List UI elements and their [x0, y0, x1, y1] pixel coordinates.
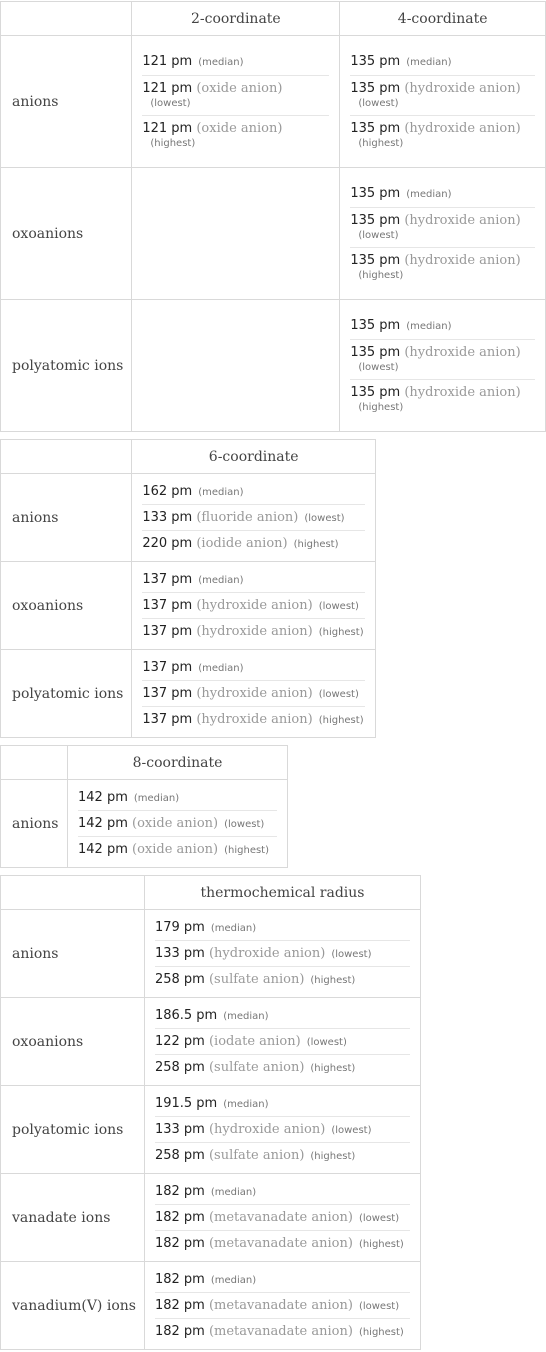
ion-name: (hydroxide anion): [404, 252, 521, 268]
value-entry: [155, 941, 410, 967]
table-row: [1, 1086, 421, 1174]
radius-value: 142 pm: [78, 842, 128, 857]
statistic-tag: (highest): [318, 715, 364, 726]
ion-name: (sulfate anion): [208, 972, 305, 987]
table-row: [1, 474, 376, 562]
table-header-row: [1, 440, 376, 474]
ion-name: (metavanadate anion): [208, 1210, 353, 1225]
corner-cell: [1, 746, 68, 780]
corner-cell: [1, 876, 145, 910]
statistic-tag: (lowest): [304, 513, 345, 524]
radius-value: 182 pm: [154, 1298, 205, 1313]
statistic-tag: (median): [210, 1275, 257, 1286]
radius-value: 122 pm: [154, 1034, 205, 1049]
value-entry: [155, 1117, 410, 1143]
cell-thermo-oxoanions: [144, 998, 420, 1086]
table-row: [1, 650, 376, 738]
cell-8-coordinate-anions: [68, 780, 288, 868]
ion-name: (hydroxide anion): [404, 80, 521, 96]
table-header-row: [1, 746, 288, 780]
row-label-oxoanions: oxoanions: [1, 998, 145, 1086]
radius-value: 182 pm: [154, 1236, 205, 1251]
row-label-vanadium-v-ions: vanadium(V) ions: [1, 1262, 145, 1350]
value-entry: [142, 479, 365, 505]
value-entry: [142, 655, 365, 681]
radius-value: 133 pm: [142, 510, 193, 525]
value-entry: [142, 681, 365, 707]
radius-value: 258 pm: [154, 972, 205, 987]
statistic-tag: (highest): [310, 1063, 356, 1074]
cell-thermo-vanadate-ions: [144, 1174, 420, 1262]
row-label-anions: anions: [1, 474, 132, 562]
ion-name: (iodate anion): [208, 1034, 301, 1049]
radius-value: 182 pm: [154, 1324, 205, 1339]
value-entry: [350, 116, 535, 155]
value-entry: [142, 593, 365, 619]
statistic-tag: (highest): [358, 1327, 404, 1338]
value-entry: [155, 1319, 410, 1344]
statistic-tag: (median): [223, 1011, 269, 1022]
statistic-tag: (median): [198, 663, 244, 674]
cell-6-coordinate-anions: [132, 474, 376, 562]
ion-name: (oxide anion): [132, 842, 219, 857]
table-header-row: [1, 2, 546, 36]
value-entry: [142, 505, 365, 531]
radius-value: 133 pm: [154, 1122, 205, 1137]
statistic-tag: (lowest): [224, 819, 265, 830]
radius-value: 135 pm: [350, 384, 401, 400]
row-label-polyatomic-ions: polyatomic ions: [1, 1086, 145, 1174]
row-label-polyatomic-ions: polyatomic ions: [1, 300, 132, 432]
cell-2-coordinate-polyatomic-empty: [132, 300, 340, 432]
value-entry: [78, 837, 277, 862]
radius-value: 135 pm: [350, 185, 401, 201]
statistic-tag: (lowest): [358, 229, 399, 241]
cell-6-coordinate-polyatomic-ions: [132, 650, 376, 738]
value-entry: [350, 49, 535, 76]
radius-value: 258 pm: [154, 1148, 205, 1163]
ion-name: (metavanadate anion): [208, 1324, 353, 1339]
ion-name: (hydroxide anion): [196, 686, 313, 701]
table-2-4-coordinate: [0, 1, 546, 432]
table-row: [1, 562, 376, 650]
ion-name: (hydroxide anion): [404, 384, 521, 400]
ion-name: (sulfate anion): [208, 1060, 305, 1075]
cell-4-coordinate-polyatomic-ions: [340, 300, 546, 432]
radius-value: 137 pm: [142, 572, 193, 587]
value-entry: [155, 1055, 410, 1080]
column-header-2-coordinate: 2-coordinate: [132, 2, 340, 36]
ion-name: (hydroxide anion): [404, 212, 521, 228]
table-6-coordinate: [0, 439, 376, 738]
radius-value: 186.5 pm: [154, 1008, 218, 1023]
ion-name: (metavanadate anion): [208, 1298, 353, 1313]
value-entry: [155, 1293, 410, 1319]
value-entry: [155, 1179, 410, 1205]
value-entry: [142, 707, 365, 732]
table-row: [1, 998, 421, 1086]
statistic-tag: (median): [198, 487, 244, 498]
value-entry: [350, 380, 535, 419]
value-entry: [155, 1029, 410, 1055]
cell-4-coordinate-oxoanions: [340, 168, 546, 300]
statistic-tag: (highest): [358, 137, 404, 149]
statistic-tag: (lowest): [318, 689, 359, 700]
radius-value: 179 pm: [154, 920, 205, 935]
row-label-anions: anions: [1, 36, 132, 168]
row-label-polyatomic-ions: polyatomic ions: [1, 650, 132, 738]
statistic-tag: (lowest): [306, 1037, 347, 1048]
radius-value: 137 pm: [142, 624, 193, 639]
radius-value: 135 pm: [350, 344, 401, 360]
table-row: [1, 780, 288, 868]
table-thermochemical-radius: [0, 875, 421, 1350]
table-row: [1, 36, 546, 168]
radius-value: 121 pm: [142, 53, 193, 69]
ion-name: (oxide anion): [196, 120, 283, 136]
statistic-tag: (median): [406, 188, 452, 200]
row-label-anions: anions: [1, 910, 145, 998]
statistic-tag: (lowest): [318, 601, 359, 612]
radius-value: 220 pm: [142, 536, 193, 551]
statistic-tag: (median): [133, 793, 180, 804]
radius-value: 137 pm: [142, 712, 193, 727]
ion-name: (sulfate anion): [208, 1148, 305, 1163]
radius-value: 182 pm: [154, 1184, 205, 1199]
corner-cell: [1, 440, 132, 474]
value-entry: [350, 208, 535, 248]
ion-name: (metavanadate anion): [208, 1236, 353, 1251]
statistic-tag: (lowest): [331, 1125, 372, 1136]
ion-name: (hydroxide anion): [404, 120, 521, 136]
cell-6-coordinate-oxoanions: [132, 562, 376, 650]
row-label-vanadate-ions: vanadate ions: [1, 1174, 145, 1262]
value-entry: [350, 181, 535, 208]
ion-name: (fluoride anion): [196, 510, 299, 525]
radius-value: 137 pm: [142, 686, 193, 701]
radius-value: 142 pm: [78, 790, 128, 805]
statistic-tag: (lowest): [358, 97, 399, 109]
corner-cell: [1, 2, 132, 36]
table-row: [1, 910, 421, 998]
cell-2-coordinate-anions: [132, 36, 340, 168]
radius-value: 135 pm: [350, 212, 401, 228]
radius-value: 258 pm: [154, 1060, 205, 1075]
row-label-anions: anions: [1, 780, 68, 868]
value-entry: [155, 1231, 410, 1256]
value-entry: [155, 967, 410, 992]
ion-name: (oxide anion): [196, 80, 283, 96]
value-entry: [155, 915, 410, 941]
statistic-tag: (highest): [224, 845, 269, 856]
ion-name: (hydroxide anion): [196, 598, 313, 613]
statistic-tag: (highest): [150, 137, 196, 149]
radius-value: 142 pm: [78, 816, 128, 831]
statistic-tag: (lowest): [358, 1301, 400, 1312]
value-entry: [350, 340, 535, 380]
column-header-4-coordinate: 4-coordinate: [340, 2, 546, 36]
ion-name: (iodide anion): [196, 536, 288, 551]
statistic-tag: (median): [223, 1099, 269, 1110]
radius-value: 121 pm: [142, 80, 193, 96]
table-row: [1, 1174, 421, 1262]
statistic-tag: (median): [210, 923, 257, 934]
statistic-tag: (median): [198, 56, 244, 68]
value-entry: [142, 619, 365, 644]
statistic-tag: (lowest): [331, 949, 372, 960]
column-header-thermochemical-radius: thermochemical radius: [144, 876, 420, 910]
table-row: [1, 300, 546, 432]
statistic-tag: (highest): [293, 539, 339, 550]
value-entry: [350, 76, 535, 116]
ion-name: (hydroxide anion): [208, 946, 326, 961]
cell-thermo-anions: [144, 910, 420, 998]
statistic-tag: (highest): [310, 1151, 356, 1162]
cell-4-coordinate-anions: [340, 36, 546, 168]
radius-value: 191.5 pm: [154, 1096, 218, 1111]
statistic-tag: (highest): [358, 269, 404, 281]
value-entry: [350, 313, 535, 340]
radius-value: 135 pm: [350, 317, 401, 333]
value-entry: [142, 76, 329, 116]
table-row: [1, 1262, 421, 1350]
statistic-tag: (highest): [358, 401, 404, 413]
cell-2-coordinate-oxoanions-empty: [132, 168, 340, 300]
cell-thermo-vanadium-v-ions: [144, 1262, 420, 1350]
radius-value: 133 pm: [154, 946, 205, 961]
radius-value: 135 pm: [350, 80, 401, 96]
value-entry: [142, 116, 329, 155]
value-entry: [78, 785, 277, 811]
table-header-row: [1, 876, 421, 910]
value-entry: [142, 567, 365, 593]
ion-name: (hydroxide anion): [404, 344, 521, 360]
statistic-tag: (highest): [358, 1239, 404, 1250]
radius-value: 162 pm: [142, 484, 193, 499]
ion-name: (hydroxide anion): [196, 624, 313, 639]
statistic-tag: (lowest): [358, 1213, 400, 1224]
statistic-tag: (median): [210, 1187, 257, 1198]
value-entry: [142, 49, 329, 76]
radius-value: 121 pm: [142, 120, 193, 136]
radius-value: 182 pm: [154, 1210, 205, 1225]
statistic-tag: (median): [406, 320, 452, 332]
column-header-8-coordinate: 8-coordinate: [68, 746, 288, 780]
radius-value: 137 pm: [142, 598, 193, 613]
ion-name: (hydroxide anion): [196, 712, 313, 727]
column-header-6-coordinate: 6-coordinate: [132, 440, 376, 474]
value-entry: [155, 1143, 410, 1168]
value-entry: [155, 1091, 410, 1117]
table-row: [1, 168, 546, 300]
value-entry: [155, 1205, 410, 1231]
statistic-tag: (median): [406, 56, 452, 68]
value-entry: [350, 248, 535, 287]
ion-name: (oxide anion): [132, 816, 219, 831]
table-8-coordinate: [0, 745, 288, 868]
cell-thermo-polyatomic-ions: [144, 1086, 420, 1174]
statistic-tag: (lowest): [358, 361, 399, 373]
statistic-tag: (lowest): [150, 97, 191, 109]
radius-value: 135 pm: [350, 120, 401, 136]
statistic-tag: (highest): [318, 627, 364, 638]
statistic-tag: (median): [198, 575, 244, 586]
radius-value: 135 pm: [350, 252, 401, 268]
value-entry: [78, 811, 277, 837]
value-entry: [155, 1267, 410, 1293]
statistic-tag: (highest): [310, 975, 356, 986]
value-entry: [142, 531, 365, 556]
row-label-oxoanions: oxoanions: [1, 168, 132, 300]
radius-value: 137 pm: [142, 660, 193, 675]
row-label-oxoanions: oxoanions: [1, 562, 132, 650]
radius-value: 135 pm: [350, 53, 401, 69]
value-entry: [155, 1003, 410, 1029]
radius-value: 182 pm: [154, 1272, 205, 1287]
ion-name: (hydroxide anion): [208, 1122, 326, 1137]
